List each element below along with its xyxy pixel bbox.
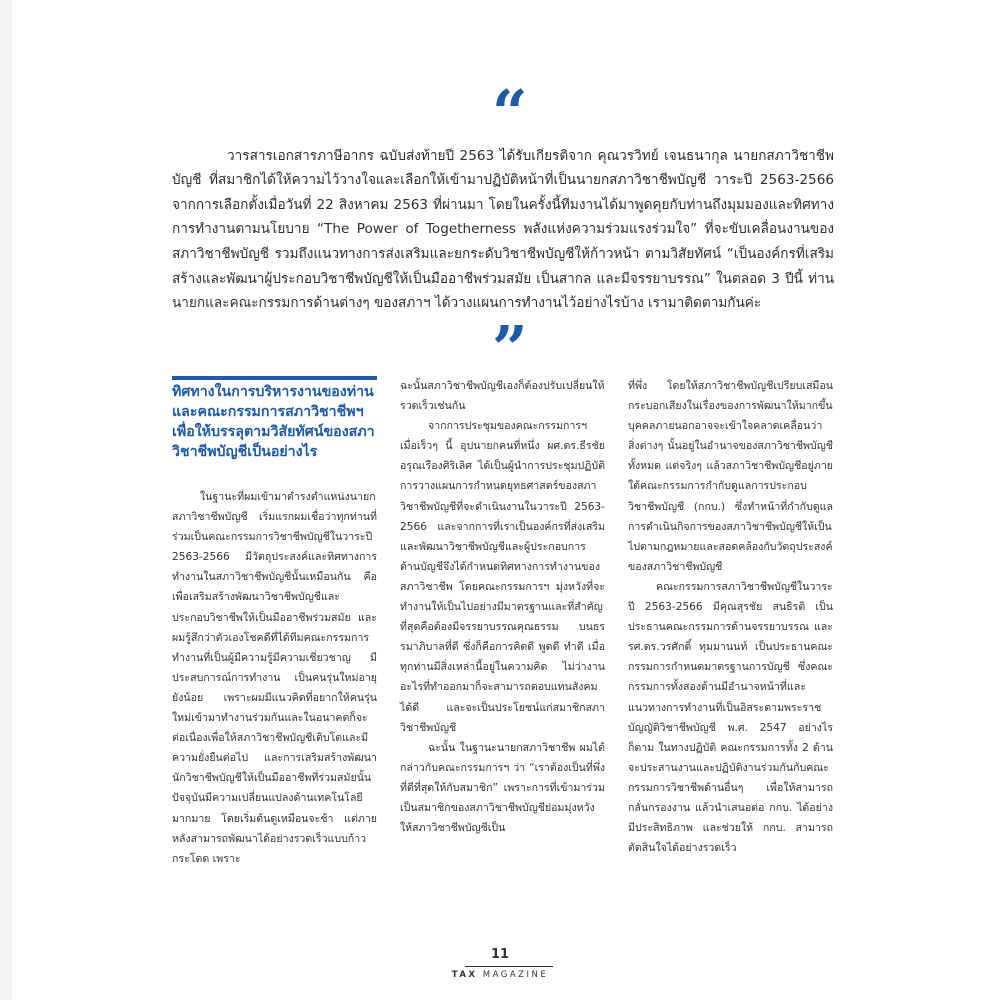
article-columns: [172, 376, 834, 931]
article-column-2: [400, 376, 605, 931]
section-heading-box: [172, 376, 377, 462]
article-paragraph: จากการประชุมของคณะกรรมการฯ เมื่อเร็วๆ นี้ อุปนายกคนที่หนึ่ง ผศ.ดร.ธีรชัย อรุณเรืองศิริเลิศ ได้เป็นผู้นำการประชุมปฏิบัติการวางแผนการกำหนดยุทธศาสตร์ของสภาวิชาชีพบัญชีที่จะดำเนินงานในวาระปี 2563-2566 และจากการที่เราเป็นองค์กรที่ส่งเสริมและพัฒนาวิชาชีพบัญชีและผู้ประกอบการด้านบัญชีจึงได้กำหนดทิศทางการทำงานของสภาวิชาชีพ โดยคณะกรรมการฯ มุ่งหวังที่จะทำงานให้เป็นไปอย่างมีมาตรฐานและที่สำคัญที่สุดคือต้องมีจรรยาบรรณคุณธรรม บนธรรมาภิบาลที่ดี ซึ่งก็คือการคิดดี พูดดี ทำดี เมื่อทุกท่านมีสิ่งเหล่านี้อยู่ในความคิด ไม่ว่างานอะไรที่ทำออกมาก็จะสามารถตอบแทนสังคมได้ดี และจะเป็นประโยชน์แก่สมาชิกสภาวิชาชีพบัญชี: [400, 420, 605, 734]
footer-divider: [465, 966, 553, 967]
page-number: 11: [490, 947, 510, 962]
article-paragraph: ฉะนั้น ในฐานะนายกสภาวิชาชีพ ผมได้กล่าวกับคณะกรรมการฯ ว่า “เราต้องเป็นที่พึ่งที่ดีที่สุดให้กับสมาชิก” เพราะการที่เข้ามาร่วมเป็นสมาชิกของสภาวิชาชีพบัญชีย่อมมุ่งหวังให้สภาวิชาชีพบัญชีเป็น: [400, 741, 605, 835]
page-edge-shadow: [0, 0, 12, 1000]
magazine-name-rest: MAGAZINE: [477, 970, 549, 980]
close-quote-icon: ”: [492, 312, 528, 385]
section-heading: ทิศทางในการบริหารงานของท่านและคณะกรรมการสภาวิชาชีพฯ เพื่อให้บรรลุตามวิสัยทัศน์ของสภาวิชาชีพบัญชีเป็นอย่างไร: [172, 384, 375, 460]
article-paragraph: ในฐานะที่ผมเข้ามาดำรงตำแหน่งนายกสภาวิชาชีพบัญชี เริ่มแรกผมเชื่อว่าทุกท่านที่ร่วมเป็นคณะกรรมการวิชาชีพบัญชีในวาระปี 2563-2566 มีวัตถุประสงค์และทิศทางการทำงานในสภาวิชาชีพบัญชีนั้นเหมือนกัน คือเพื่อเสริมสร้างพัฒนาวิชาชีพบัญชีและประกอบวิชาชีพให้เป็นมืออาชีพร่วมสมัย และผมรู้สึกว่าตัวเองโชคดีที่ได้ทีมคณะกรรมการทำงานที่เป็นผู้มีความรู้มีความเชี่ยวชาญ มีประสบการณ์การทำงาน เป็นคนรุ่นใหม่อายุยังน้อย เพราะผมมีแนวคิดที่อยากให้คนรุ่นใหม่เข้ามาทำงานร่วมกันและในอนาคตก็จะต่อเนื่องเพื่อให้สภาวิชาชีพบัญชีเติบโตและมีความยั่งยืนต่อไป และการเสริมสร้างพัฒนานักวิชาชีพบัญชีให้เป็นมืออาชีพที่ร่วมสมัยนั้น ปัจจุบันมีความเปลี่ยนแปลงด้านเทคโนโลยีมากมาย โดยเริ่มต้นดูเหมือนจะช้า แต่ภายหลังสามารถพัฒนาได้อย่างรวดเร็วแบบก้าวกระโดด เพราะ: [172, 491, 377, 865]
article-column-3: [628, 376, 833, 931]
article-paragraph: ที่พึ่ง โดยให้สภาวิชาชีพบัญชีเปรียบเสมือนกระบอกเสียงในเรื่องของการพัฒนาให้มากขึ้น บุคคลภายนอกอาจจะเข้าใจคลาดเคลื่อนว่าสิ่งต่างๆ นั้นอยู่ในอำนาจของสภาวิชาชีพบัญชีทั้งหมด แต่จริงๆ แล้วสภาวิชาชีพบัญชีอยู่ภายใต้คณะกรรมการกำกับดูแลการประกอบวิชาชีพบัญชี (กกบ.) ซึ่งทำหน้าที่กำกับดูแลการดำเนินกิจการของสภาวิชาชีพบัญชีให้เป็นไปตามกฎหมายและสอดคล้องกับวัตถุประสงค์ของสภาวิชาชีพบัญชี: [628, 380, 833, 573]
article-column-1: [172, 376, 377, 931]
open-quote-icon: “: [492, 76, 528, 149]
magazine-name-bold: TAX: [451, 970, 478, 980]
magazine-name: [0, 970, 1000, 980]
intro-paragraph: วารสารเอกสารภาษีอากร ฉบับส่งท้ายปี 2563 ได้รับเกียรติจาก คุณวรวิทย์ เจนธนากุล นายกสภาวิชาชีพบัญชี ที่สมาชิกได้ให้ความไว้วางใจและเลือกให้เข้ามาปฏิบัติหน้าที่เป็นนายกสภาวิชาชีพบัญชี วาระปี 2563-2566 จากการเลือกตั้งเมื่อวันที่ 22 สิงหาคม 2563 ที่ผ่านมา โดยในครั้งนี้ทีมงานได้มาพูดคุยกับท่านถึงมุมมองและทิศทางการทำงานตามนโยบาย “The Power of Togetherness พลังแห่งความร่วมแรงร่วมใจ” ที่จะขับเคลื่อนงานของสภาวิชาชีพบัญชี รวมถึงแนวทางการส่งเสริมและยกระดับวิชาชีพบัญชีให้ก้าวหน้า ตามวิสัยทัศน์ “เป็นองค์กรที่เสริมสร้างและพัฒนาผู้ประกอบวิชาชีพบัญชีให้เป็นมืออาชีพร่วมสมัย เป็นสากล และมีจรรยาบรรณ” ในตลอด 3 ปีนี้ ท่านนายกและคณะกรรมการด้านต่างๆ ของสภาฯ ได้วางแผนการทำงานไว้อย่างไรบ้าง เรามาติดตามกันค่ะ: [172, 147, 834, 312]
article-paragraph: คณะกรรมการสภาวิชาชีพบัญชีในวาระปี 2563-2566 มีคุณสุรชัย สนธิรติ เป็นประธานคณะกรรมการด้านจรรยาบรรณ และ รศ.ดร.วรศักดิ์ ทุมมานนท์ เป็นประธานคณะกรรมการกำหนดมาตรฐานการบัญชี ซึ่งคณะกรรมการทั้งสองด้านมีอำนาจหน้าที่และแนวทางการทำงานที่เป็นอิสระตามพระราชบัญญัติวิชาชีพบัญชี พ.ศ. 2547 อย่างไรก็ตาม ในทางปฏิบัติ คณะกรรมการทั้ง 2 ด้านจะประสานงานและปฏิบัติงานร่วมกันกับคณะกรรมการวิชาชีพด้านอื่นๆ เพื่อให้สามารถกลั่นกรองงาน แล้วนำเสนอต่อ กกบ. ได้อย่างมีประสิทธิภาพ และช่วยให้ กกบ. สามารถตัดสินใจได้อย่างรวดเร็ว: [628, 580, 833, 855]
article-paragraph: ฉะนั้นสภาวิชาชีพบัญชีเองก็ต้องปรับเปลี่ยนให้รวดเร็วเช่นกัน: [400, 380, 605, 413]
